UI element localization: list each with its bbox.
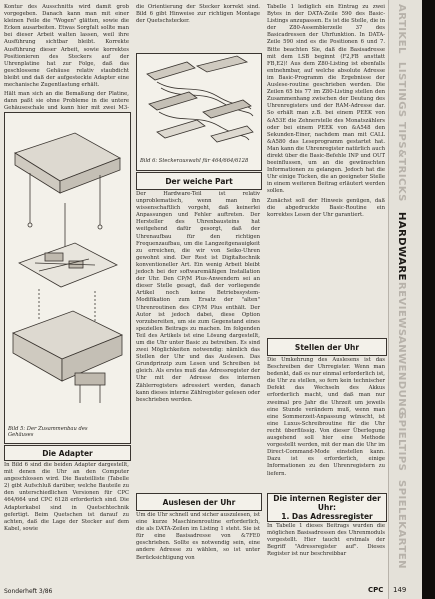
heading-der-weiche-part: Der weiche Part [136, 172, 262, 190]
sidebar-item-tips-tricks: TIPS&TRICKS [396, 122, 407, 202]
sidebar-item-spielekarten: SPIELEKARTEN [396, 480, 407, 570]
heading-die-adapter: Die Adapter [4, 445, 131, 461]
column-2-bottom-text [136, 512, 260, 564]
col2-paragraph-2: Der Hardware-Teil ist relativ unproblematisch, wenn man ihn wissenschaftlich vorgeht, daß keinerlei Anpassungen und Fehler auftreten. Der Hersteller des Uhrenbausteins hat weitgehend dafür gesorgt, daß der Uhrenaufbau für den richtigen Frequenzaufbau, um die Langzeitgenauigkeit zu erreichen, die wir von Seiko-Uhren gewohnt sind. Der Rest ist Digitaltechnik konventioneller Art. Ein wenig Arbeit bleibt jedoch bei der softwaremäßigen Installation der Uhr. Den CP/M Plus-Anwendern sei an dieser Stelle gesagt, daß der vorliegende Artikel noch keine Betriebssystem-Modifikation zum Ersatz der "alten" Uhrenroutinen des CP/M Plus enthält. Der Autor ist jedoch dabei, diese Option vorzubereiten, um sie zum Gegenstand eines speziellen Beitrags zu machen. Im folgenden Teil des Artikels ist eine Lösung dargestellt, um die Uhr unter Basic zu betreiben. Es sind zwei Möglichkeiten notwendig: nämlich das Stellen der Uhr und das Auslesen. Das Grundprinzip zum Lesen und Schreiben ist gleich. Als erstes muß das Adressregister der Uhr mit der Adresse des internen Zählerregisters adressiert werden, danach kann dieses interne Zählregister gelesen oder beschrieben werden. [136, 191, 260, 403]
sidebar-item-listings: LISTINGS [396, 62, 407, 118]
page-footer [0, 585, 422, 599]
heading-interne-register-line-1: Die internen Register der Uhr: [273, 494, 381, 512]
connector-selection-illustration [137, 54, 261, 154]
column-1-bottom-text [4, 462, 129, 535]
figure-5-caption: Bild 5: Der Zusammenbau des Gehäuses [8, 426, 88, 439]
figure-5-case-assembly [4, 112, 131, 444]
footer-brand: CPC [368, 586, 384, 594]
figure-6-caption: Bild 6: Steckerauswahl für 464/664/6128 [140, 158, 249, 164]
col3-paragraph-2: Zunächst soll der Hinweis genügen, daß die abgedruckte Basic-Routine ein korrektes Lesen der Uhr garantiert. [267, 197, 385, 218]
column-3-bottom-text [267, 523, 385, 560]
sidebar-item-spieltips: SPIELTIPS [396, 412, 407, 472]
footer-page-number: 149 [393, 586, 407, 594]
col3-paragraph-4: In Tabelle 1 dieses Beitrags wurden die möglichen Basisadressen des Uhrenmoduls vorgestellt. Hier taucht erstmals der Begriff "Adressregister auf". Dieses Register ist nur beschreibbar [267, 523, 385, 558]
case-assembly-illustration [5, 113, 130, 423]
section-index-sidebar [388, 0, 422, 599]
column-3-middle-text [267, 357, 385, 480]
col1-paragraph-1: Kontur des Ausschnitts wird damit grob vorgegeben. Danach kann man mit einer kleinen Feile die "Wogen" glätten, sowie die Ecken ausarbeiten. Etwas Sorgfalt sollte man bei dieser Arbeit walten lassen, weil ihre Ausführung sichtbar bleibt. Korrekte Ausführung dieser Arbeit, sowie korrektes Positionieren des Steckers auf der Uhrenplatine hat zur Folge, daß das geschlossene Gehäuse relativ staubdicht bleibt und daß der aufgesteckte Adapter eine mechanische Zugentlastung erhält. [4, 4, 129, 89]
figure-6-connector-selection [136, 53, 262, 171]
col2-paragraph-1: die Orientierung der Stecker korrekt sind. Bild 6 gibt Hinweise zur richtigen Montage der Quetschstecker. [136, 4, 260, 25]
page-edge-shadow [422, 0, 435, 599]
column-2-middle-text [136, 191, 260, 406]
heading-interne-register-line-2: 1. Das Adressregister [281, 512, 373, 521]
col1-paragraph-2: Hält man sich an die Bemaßung der Platine, dann paßt sie ohne Probleme in die untere Gehäuseschale und kann hier mit zwei M3- [4, 91, 129, 112]
sidebar-item-anwendung: ANWENDUNG [396, 336, 407, 416]
heading-stellen-der-uhr: Stellen der Uhr [267, 338, 387, 356]
column-2-top-text [136, 4, 260, 27]
col3-paragraph-3: Die Umkehrung des Auslesens ist das Beschreiben der Uhrregister. Wenn man bedenkt, daß es nur einmal erforderlich ist, die Uhr zu stellen, so fern kein technischer Defekt das Wechseln des Akkus erforderlich macht, und daß man nur zweimal pro Jahr die Uhrzeit um jeweils eine Stunde verändern muß, wenn man eine Sommerzeit-Anpassung wünscht, ist eine Luxus-Schreibroutine für die Uhr recht überflüssig. Von dieser Überlegung ausgehend soll hier eine Methode vorgestellt werden, mit der man die Uhr im Direct-Command-Mode einstellen kann. Dazu ist es erforderlich, einige Informationen zu den Uhrenregistern zu liefern. [267, 357, 385, 477]
col3-paragraph-1: Tabelle 1 lediglich ein Eintrag zu zwei Bytes in der DATA-Zeile 590 des Basic-Listings anzupassen. Es ist die Stelle, die in der Z80-Assemblerzeile 37 des Basicadressen der Uhrfunktion. In DATA-Zeile 590 sind es die Positionen 6 und 7. Bitte beachten Sie, daß die Basisadresse mit dem LSB beginnt (F2,FB ansttatt FB,E2)! Aus dem Z80-Listing ist ebenfalls entnehmbar, auf welche absolute Adresse im Basic-Programm die Ergebnisse der Auslese-routine geschrieben werden. Die Zeilen 65 bis 77 im Z80-Listing stellen den Zusammenhang zwischen der Deutung des Uhrenregisters und der RAM-Adresse dar. So erhält man z.B. bei einem PEEK von &A53E die Zehnerstelle des Monatszählers oder bei einem PEEK von &A548 den Sekunden-Einer, nachdem man mit CALL &A580 das Leseprogramm gestartet hat. Man kann die Uhrenregister natürlich auch direkt über die Basic-Befehle INP und OUT beeinflussen, um an die gewünschten Informationen zu gelangen. Jedoch hat die Uhr einige Tücken, die an geeigneter Stelle in einem weiteren Beitrag erläutert werden sollen. [267, 4, 385, 195]
col2-paragraph-3: Um die Uhr schnell und sicher auszulesen, ist eine kurze Maschinenroutine erforderlich, die als DATA-Zeilen im Listing 1 steht. Sie ist für eine Basisadresse von &7FE0 geschrieben. Sollte es notwendig sein, eine andere Adresse zu wählen, so ist unter Berücksichtigung von [136, 512, 260, 561]
column-3-top-text [267, 4, 385, 221]
col1-paragraph-3: In Bild 6 sind die beiden Adapter dargestellt, mit denen die Uhr an den Computer angeschlossen wird. Die Bauteilliste (Tabelle 2) gibt Aufschluß darüber, welche Bauteile zu den unterschiedlichen Versionen für CPC 464/664 und CPC 6128 erforderlich sind. Die Adapterkabel sind in Quetschtechnik gefertigt. Beim Quetschen ist darauf zu achten, daß die Lage der Stecker auf dem Kabel, sowie [4, 462, 129, 532]
sidebar-item-reviews: REVIEWS [396, 282, 407, 337]
sidebar-item-artikel: ARTIKEL [396, 4, 407, 54]
heading-interne-register [267, 493, 387, 522]
footer-issue: Sonderheft 3/86 [4, 588, 53, 595]
heading-auslesen-der-uhr: Auslesen der Uhr [136, 493, 262, 511]
sidebar-item-hardware: HARDWARE [396, 212, 407, 281]
